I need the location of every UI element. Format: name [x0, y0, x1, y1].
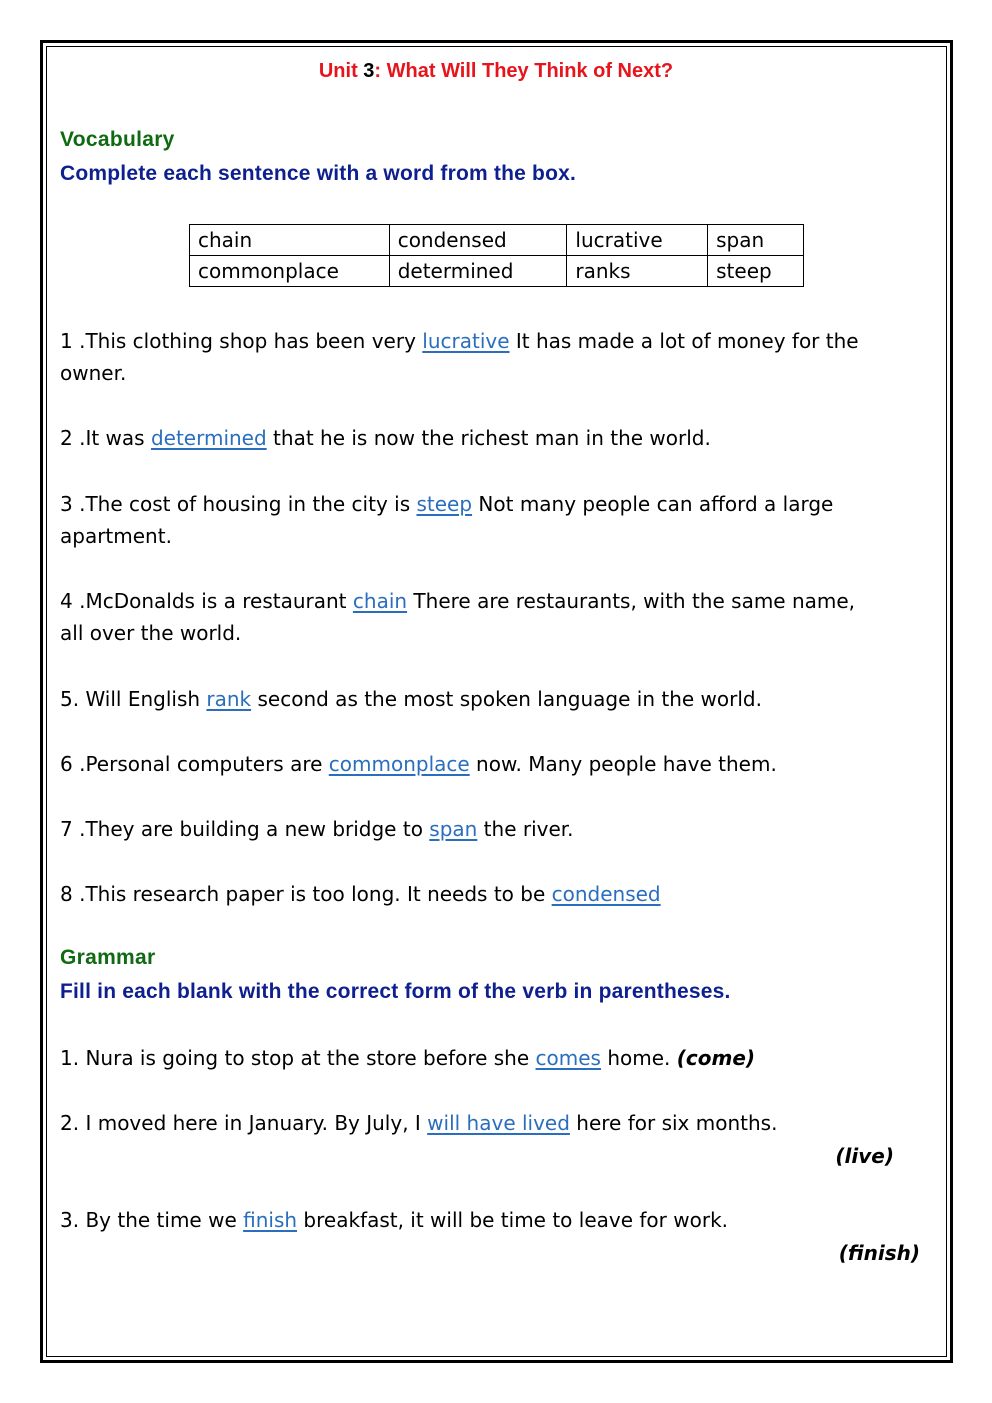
item-number: 3 .: [60, 492, 86, 516]
vocabulary-heading: Vocabulary: [60, 128, 175, 151]
title-text: : What Will They Think of Next?: [374, 60, 674, 82]
vocab-sentence-6: [60, 748, 777, 780]
vocab-sentence-2: [60, 422, 711, 454]
item-number: 5.: [60, 687, 86, 711]
title-prefix: Unit: [318, 60, 364, 82]
sentence-text: The cost of housing in the city is: [85, 492, 417, 516]
page-title: [0, 60, 992, 83]
word-box-cell: commonplace: [190, 256, 390, 287]
sentence-text: Will English: [85, 687, 207, 711]
word-box-row: [190, 256, 804, 287]
answer-comes: comes: [535, 1046, 601, 1070]
answer-span: span: [429, 817, 478, 841]
verb-hint: (finish): [838, 1241, 920, 1265]
item-number: 1 .: [60, 329, 86, 353]
item-number: 6 .: [60, 752, 86, 776]
vocab-sentence-1-cont: owner.: [60, 361, 127, 385]
vocab-sentence-4: [60, 585, 855, 617]
sentence-text: Not many people can afford a large: [472, 492, 834, 516]
word-box-cell: determined: [389, 256, 567, 287]
answer-finish: finish: [243, 1208, 298, 1232]
answer-lucrative: lucrative: [422, 329, 510, 353]
word-box-cell: span: [708, 225, 804, 256]
word-box-cell: chain: [190, 225, 390, 256]
sentence-text: that he is now the richest man in the world.: [266, 426, 711, 450]
grammar-item-3: [60, 1204, 728, 1236]
sentence-text: Personal computers are: [85, 752, 329, 776]
grammar-item-2: [60, 1107, 777, 1139]
word-box-cell: lucrative: [567, 225, 708, 256]
sentence-text: second as the most spoken language in the world.: [251, 687, 762, 711]
verb-hint: (live): [835, 1144, 894, 1168]
sentence-text: McDonalds is a restaurant: [85, 589, 353, 613]
answer-will-have-lived: will have lived: [427, 1111, 570, 1135]
vocab-sentence-3-cont: apartment.: [60, 524, 172, 548]
sentence-text: I moved here in January. By July, I: [85, 1111, 428, 1135]
answer-condensed: condensed: [551, 882, 661, 906]
grammar-item-1: [60, 1042, 755, 1074]
answer-chain: chain: [352, 589, 408, 613]
item-number: 3.: [60, 1208, 86, 1232]
sentence-text: here for six months.: [569, 1111, 778, 1135]
sentence-text: This research paper is too long. It needs to be: [85, 882, 552, 906]
vocab-sentence-4-cont: all over the world.: [60, 621, 242, 645]
word-box-cell: steep: [708, 256, 804, 287]
sentence-text: By the time we: [85, 1208, 244, 1232]
sentence-text: Nura is going to stop at the store before she: [85, 1046, 536, 1070]
item-number: 4 .: [60, 589, 86, 613]
vocab-sentence-7: [60, 813, 574, 845]
answer-determined: determined: [150, 426, 267, 450]
item-number: 2 .: [60, 426, 86, 450]
title-unit-number: 3: [363, 60, 375, 82]
answer-rank: rank: [206, 687, 252, 711]
vocab-sentence-8: [60, 878, 661, 910]
sentence-text: home.: [600, 1046, 677, 1070]
grammar-heading: Grammar: [60, 946, 156, 969]
sentence-text: breakfast, it will be time to leave for work.: [297, 1208, 729, 1232]
word-box: [189, 224, 804, 287]
grammar-instruction: Fill in each blank with the correct form of the verb in parentheses.: [60, 980, 731, 1003]
item-number: 1.: [60, 1046, 86, 1070]
sentence-text: now. Many people have them.: [469, 752, 777, 776]
vocabulary-instruction: Complete each sentence with a word from the box.: [60, 162, 577, 185]
item-number: 8 .: [60, 882, 86, 906]
word-box-cell: ranks: [567, 256, 708, 287]
sentence-text: There are restaurants, with the same name,: [407, 589, 856, 613]
sentence-text: the river.: [477, 817, 574, 841]
sentence-text: It has made a lot of money for the: [509, 329, 859, 353]
item-number: 2.: [60, 1111, 86, 1135]
word-box-cell: condensed: [389, 225, 567, 256]
sentence-text: They are building a new bridge to: [85, 817, 430, 841]
vocab-sentence-1: [60, 325, 859, 357]
item-number: 7 .: [60, 817, 86, 841]
vocab-sentence-5: [60, 683, 762, 715]
answer-steep: steep: [416, 492, 473, 516]
sentence-text: It was: [85, 426, 151, 450]
vocab-sentence-3: [60, 488, 833, 520]
verb-hint: (come): [676, 1046, 756, 1070]
word-box-row: [190, 225, 804, 256]
answer-commonplace: commonplace: [328, 752, 470, 776]
sentence-text: This clothing shop has been very: [85, 329, 423, 353]
